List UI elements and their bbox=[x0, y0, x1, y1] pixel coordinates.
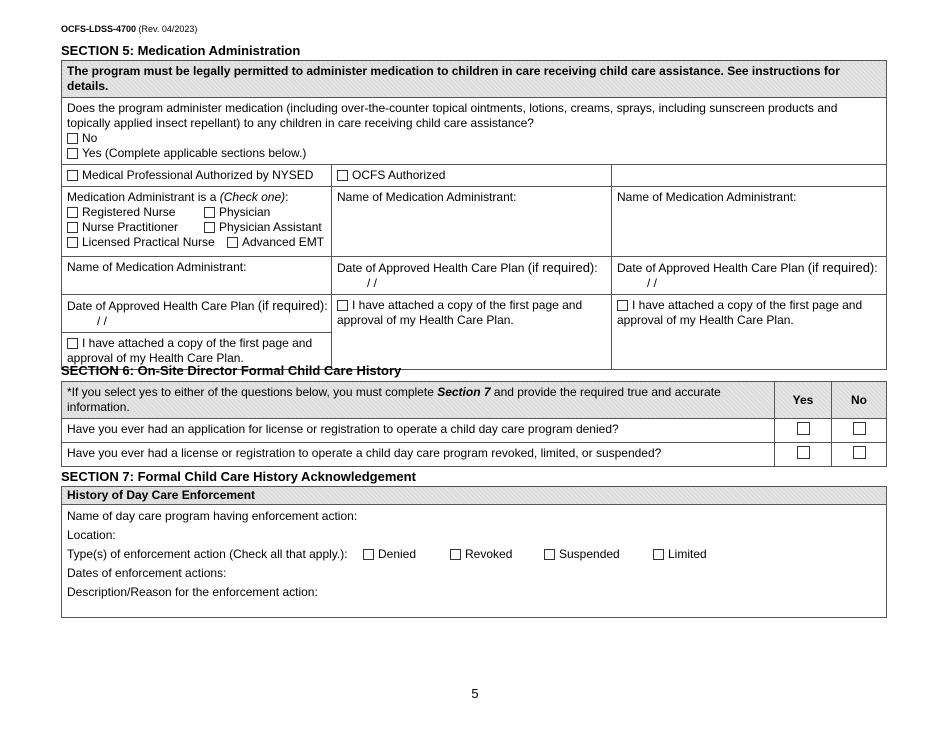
enforcement-header: History of Day Care Enforcement bbox=[62, 487, 887, 505]
option-advanced-emt[interactable]: Advanced EMT bbox=[227, 235, 324, 250]
yes-option[interactable]: Yes (Complete applicable sections below.) bbox=[67, 146, 881, 161]
form-revision: (Rev. 04/2023) bbox=[138, 24, 198, 34]
section5-table bbox=[61, 60, 887, 370]
medication-question-cell bbox=[62, 98, 887, 165]
history-question-denied: Have you ever had an application for license or registration to operate a child day care program denied? bbox=[62, 419, 775, 443]
option-registered-nurse[interactable]: Registered Nurse bbox=[67, 205, 204, 220]
ocfs-authorized-cell[interactable]: OCFS Authorized bbox=[332, 165, 612, 187]
type-limited[interactable]: Limited bbox=[653, 545, 707, 564]
ocfs-authorized-checkbox[interactable] bbox=[337, 170, 348, 181]
revoked-yes-checkbox[interactable] bbox=[797, 446, 810, 459]
option-nurse-practitioner[interactable]: Nurse Practitioner bbox=[67, 220, 204, 235]
administrant-type-cell: Medication Administrant is a (Check one): Registered Nurse Physician Nurse Practitioner Physician Assistant Licensed Practical Nurse Advanced EMT bbox=[62, 187, 332, 257]
revoked-no-checkbox[interactable] bbox=[853, 446, 866, 459]
option-lpn[interactable]: Licensed Practical Nurse bbox=[67, 235, 227, 250]
attached-copy-cell-3[interactable]: I have attached a copy of the first page and approval of my Health Care Plan. bbox=[612, 295, 887, 370]
type-denied[interactable]: Denied bbox=[363, 545, 450, 564]
medical-professional-cell[interactable]: Medical Professional Authorized by NYSED bbox=[62, 165, 332, 187]
administrant-name-field-3[interactable]: Name of Medication Administrant: bbox=[612, 187, 887, 257]
type-denied-checkbox[interactable] bbox=[363, 549, 374, 560]
option-physician-assistant[interactable]: Physician Assistant bbox=[204, 220, 322, 235]
denied-yes-checkbox[interactable] bbox=[797, 422, 810, 435]
history-question-revoked: Have you ever had a license or registration to operate a child day care program revoked, limited, or suspended? bbox=[62, 443, 775, 467]
form-code: OCFS-LDSS-4700 bbox=[61, 24, 137, 34]
physician-checkbox[interactable] bbox=[204, 207, 215, 218]
medical-professional-checkbox[interactable] bbox=[67, 170, 78, 181]
program-name-field[interactable]: Name of day care program having enforcement action: bbox=[67, 509, 358, 523]
attached-copy-checkbox-3[interactable] bbox=[617, 300, 628, 311]
section5-title: SECTION 5: Medication Administration bbox=[61, 43, 301, 58]
type-limited-checkbox[interactable] bbox=[653, 549, 664, 560]
option-physician[interactable]: Physician bbox=[204, 205, 270, 220]
section6-table bbox=[61, 381, 887, 467]
physician-assistant-checkbox[interactable] bbox=[204, 222, 215, 233]
type-revoked-checkbox[interactable] bbox=[450, 549, 461, 560]
type-revoked[interactable]: Revoked bbox=[450, 545, 544, 564]
type-suspended[interactable]: Suspended bbox=[544, 545, 653, 564]
plan-date-field-2[interactable]: Date of Approved Health Care Plan (if required): / / bbox=[332, 257, 612, 295]
advanced-emt-checkbox[interactable] bbox=[227, 237, 238, 248]
type-suspended-checkbox[interactable] bbox=[544, 549, 555, 560]
location-field[interactable]: Location: bbox=[67, 528, 116, 542]
page-number: 5 bbox=[471, 686, 479, 701]
no-column-header: No bbox=[832, 382, 887, 419]
registered-nurse-checkbox[interactable] bbox=[67, 207, 78, 218]
yes-column-header: Yes bbox=[775, 382, 832, 419]
description-field[interactable]: Description/Reason for the enforcement action: bbox=[67, 585, 318, 599]
section7-title: SECTION 7: Formal Child Care History Acknowledgement bbox=[61, 469, 416, 484]
plan-date-field-3[interactable]: Date of Approved Health Care Plan (if required): / / bbox=[612, 257, 887, 295]
yes-checkbox[interactable] bbox=[67, 148, 78, 159]
no-option[interactable]: No bbox=[67, 131, 881, 146]
section6-note: *If you select yes to either of the questions below, you must complete Section 7 and provide the required true and accurate information. bbox=[62, 382, 775, 419]
nurse-practitioner-checkbox[interactable] bbox=[67, 222, 78, 233]
form-id bbox=[61, 24, 197, 34]
attached-copy-cell-2[interactable]: I have attached a copy of the first page and approval of my Health Care Plan. bbox=[332, 295, 612, 370]
empty-cell-top-right bbox=[612, 165, 887, 187]
attached-copy-checkbox-1[interactable] bbox=[67, 338, 78, 349]
lpn-checkbox[interactable] bbox=[67, 237, 78, 248]
section5-banner: The program must be legally permitted to administer medication to children in care receiving child care assistance. See instructions for details. bbox=[62, 61, 887, 98]
dates-field[interactable]: Dates of enforcement actions: bbox=[67, 566, 227, 580]
plan-date-field-1[interactable]: Date of Approved Health Care Plan (if required): / / bbox=[62, 295, 332, 333]
section7-table bbox=[61, 486, 887, 618]
attached-copy-checkbox-2[interactable] bbox=[337, 300, 348, 311]
section6-title: SECTION 6: On-Site Director Formal Child Care History bbox=[61, 363, 402, 378]
administrant-name-field-1[interactable]: Name of Medication Administrant: bbox=[62, 257, 332, 295]
denied-no-checkbox[interactable] bbox=[853, 422, 866, 435]
administrant-name-field-2[interactable]: Name of Medication Administrant: bbox=[332, 187, 612, 257]
enforcement-details: Name of day care program having enforcement action: Location: Type(s) of enforcement action (Check all that apply.): Denied Revoked Suspended Limited Dates of enforcement actions: Description/Reason for the enforcement action: bbox=[62, 505, 887, 618]
attached-copy-cell-1[interactable]: I have attached a copy of the first page and approval of my Health Care Plan. bbox=[62, 333, 332, 370]
medication-question: Does the program administer medication (including over-the-counter topical ointments, lotions, creams, sprays, including sunscreen products and topically applied insect repellant) to any children in care receiving child care assistance? bbox=[67, 101, 838, 130]
no-checkbox[interactable] bbox=[67, 133, 78, 144]
